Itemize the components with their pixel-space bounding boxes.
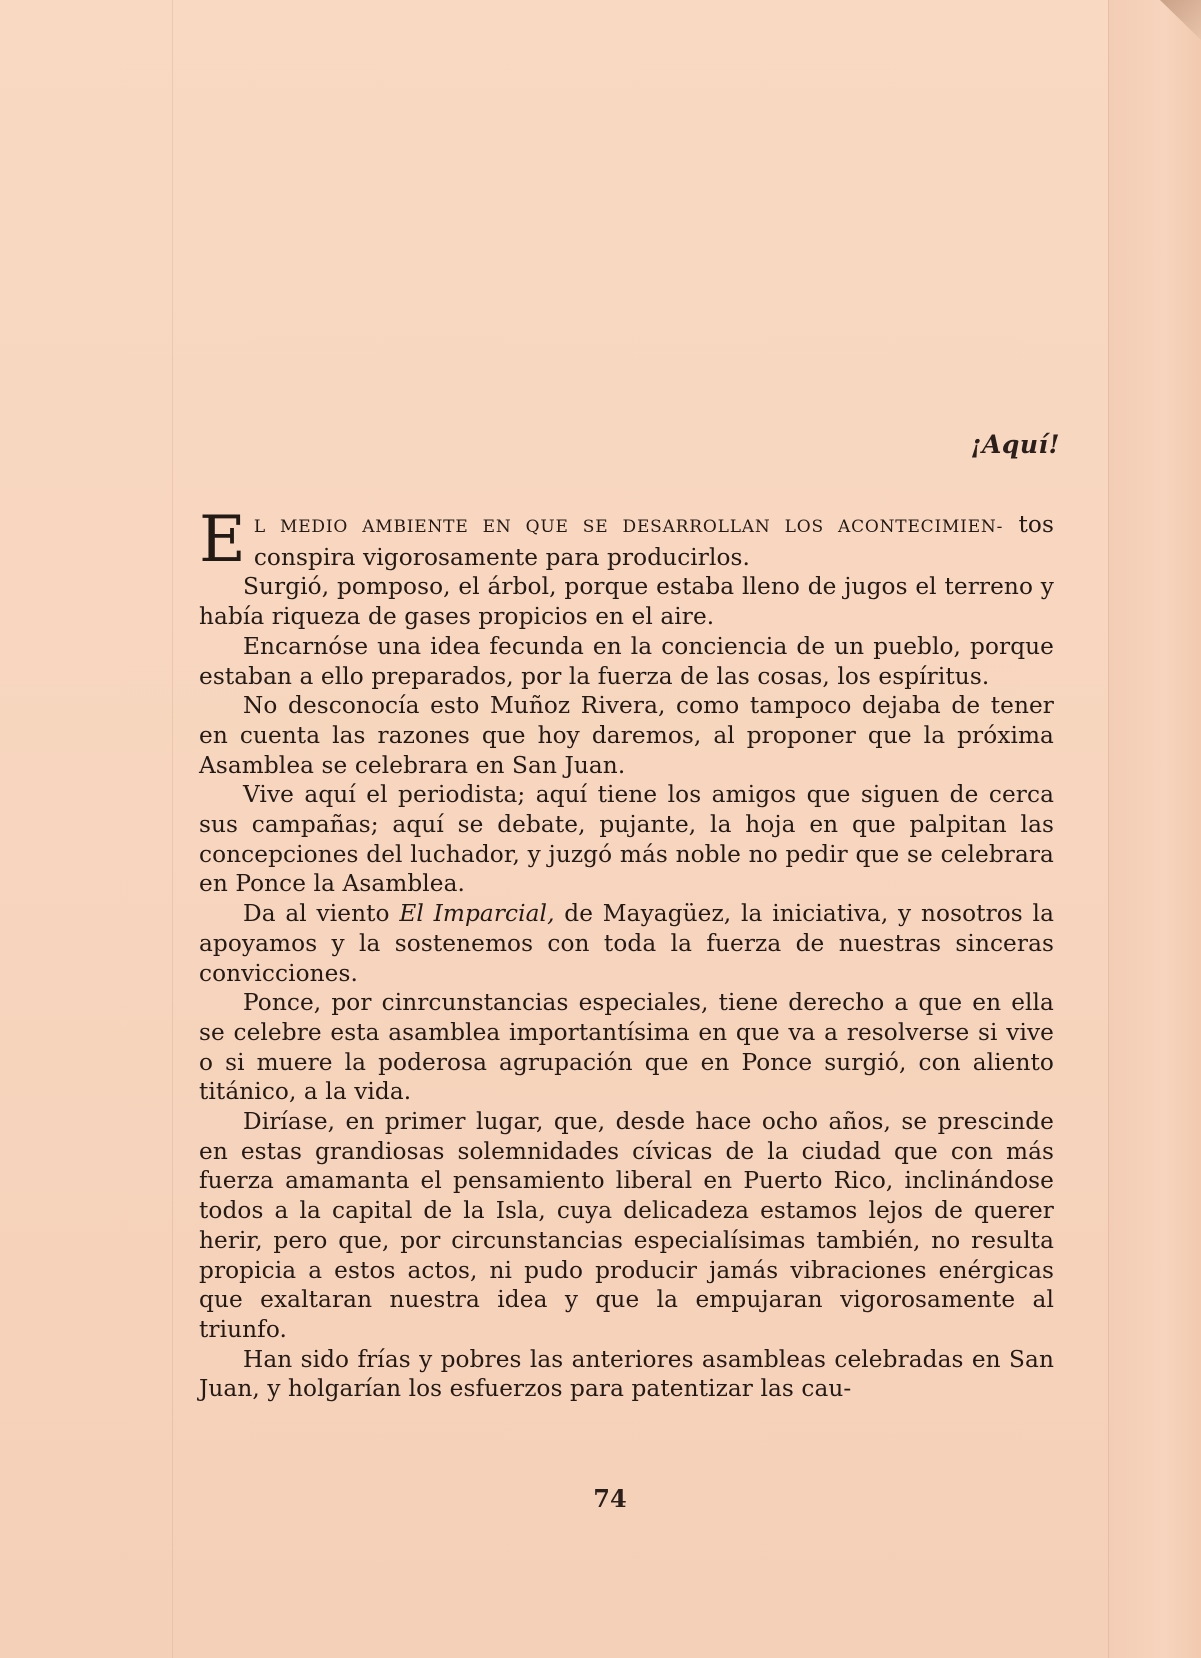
binding-shadow-line [172, 0, 173, 1658]
imparcial-suffix: de Mayagüez, la iniciativa, y nosotros la apoyamos y la sostenemos con toda la fuerza de nuestras sinceras convicciones. [199, 900, 1054, 987]
opening-smallcaps: L MEDIO AMBIENTE EN QUE SE DESARROLLAN LOS ACONTECIMIEN- [253, 517, 1004, 537]
imparcial-paragraph [199, 899, 1054, 988]
paragraph: Surgió, pomposo, el árbol, porque estaba lleno de jugos el terreno y había riqueza de gases propicios en el aire. [199, 573, 1054, 631]
paragraph: Han sido frías y pobres las anteriores asambleas celebradas en San Juan, y holgarían los esfuerzos para patentizar las cau- [199, 1345, 1054, 1403]
body-text [199, 503, 1054, 1404]
paragraph: Vive aquí el periodista; aquí tiene los amigos que siguen de cerca sus campañas; aquí se debate, pujante, la hoja en que palpitan las concepciones del luchador, y juzgó más noble no pedir que se celebrara en Ponce la Asamblea. [199, 781, 1054, 898]
drop-cap-letter: E [199, 503, 246, 577]
paragraph: Diríase, en primer lugar, que, desde hace ocho años, se prescinde en estas grandiosas solemnidades cívicas de la ciudad que con más fuerza amamanta el pensamiento liberal en Puerto Rico, inclinándose todos a la capital de la Isla, cuya delicadeza estamos lejos de querer herir, pero que, por circunstancias especialísimas también, no resulta propicia a estos actos, ni pudo producir jamás vibraciones enérgicas que exaltaran nuestra idea y que la empujaran vigorosamente al triunfo. [199, 1108, 1054, 1343]
newspaper-title: El Imparcial, [399, 900, 555, 928]
opening-rest: tos conspira vigorosamente para producirlos. [253, 511, 1054, 571]
imparcial-prefix: Da al viento [243, 900, 390, 928]
page-number: 74 [593, 1484, 627, 1513]
section-heading: ¡Aquí! [970, 430, 1060, 459]
paragraph: No desconocía esto Muñoz Rivera, como tampoco dejaba de tener en cuenta las razones que hoy daremos, al proponer que la próxima Asamblea se celebrara en San Juan. [199, 692, 1054, 779]
paragraph: Encarnóse una idea fecunda en la conciencia de un pueblo, porque estaban a ello preparados, por la fuerza de las cosas, los espíritus. [199, 632, 1054, 690]
paragraph: Ponce, por cinrcunstancias especiales, tiene derecho a que en ella se celebre esta asamblea importantísima en que va a resolverse si vive o si muere la poderosa agrupación que en Ponce surgió, con aliento titánico, a la vida. [199, 989, 1054, 1106]
opening-paragraph [199, 503, 1054, 577]
page-fold-edge [1108, 0, 1201, 1658]
